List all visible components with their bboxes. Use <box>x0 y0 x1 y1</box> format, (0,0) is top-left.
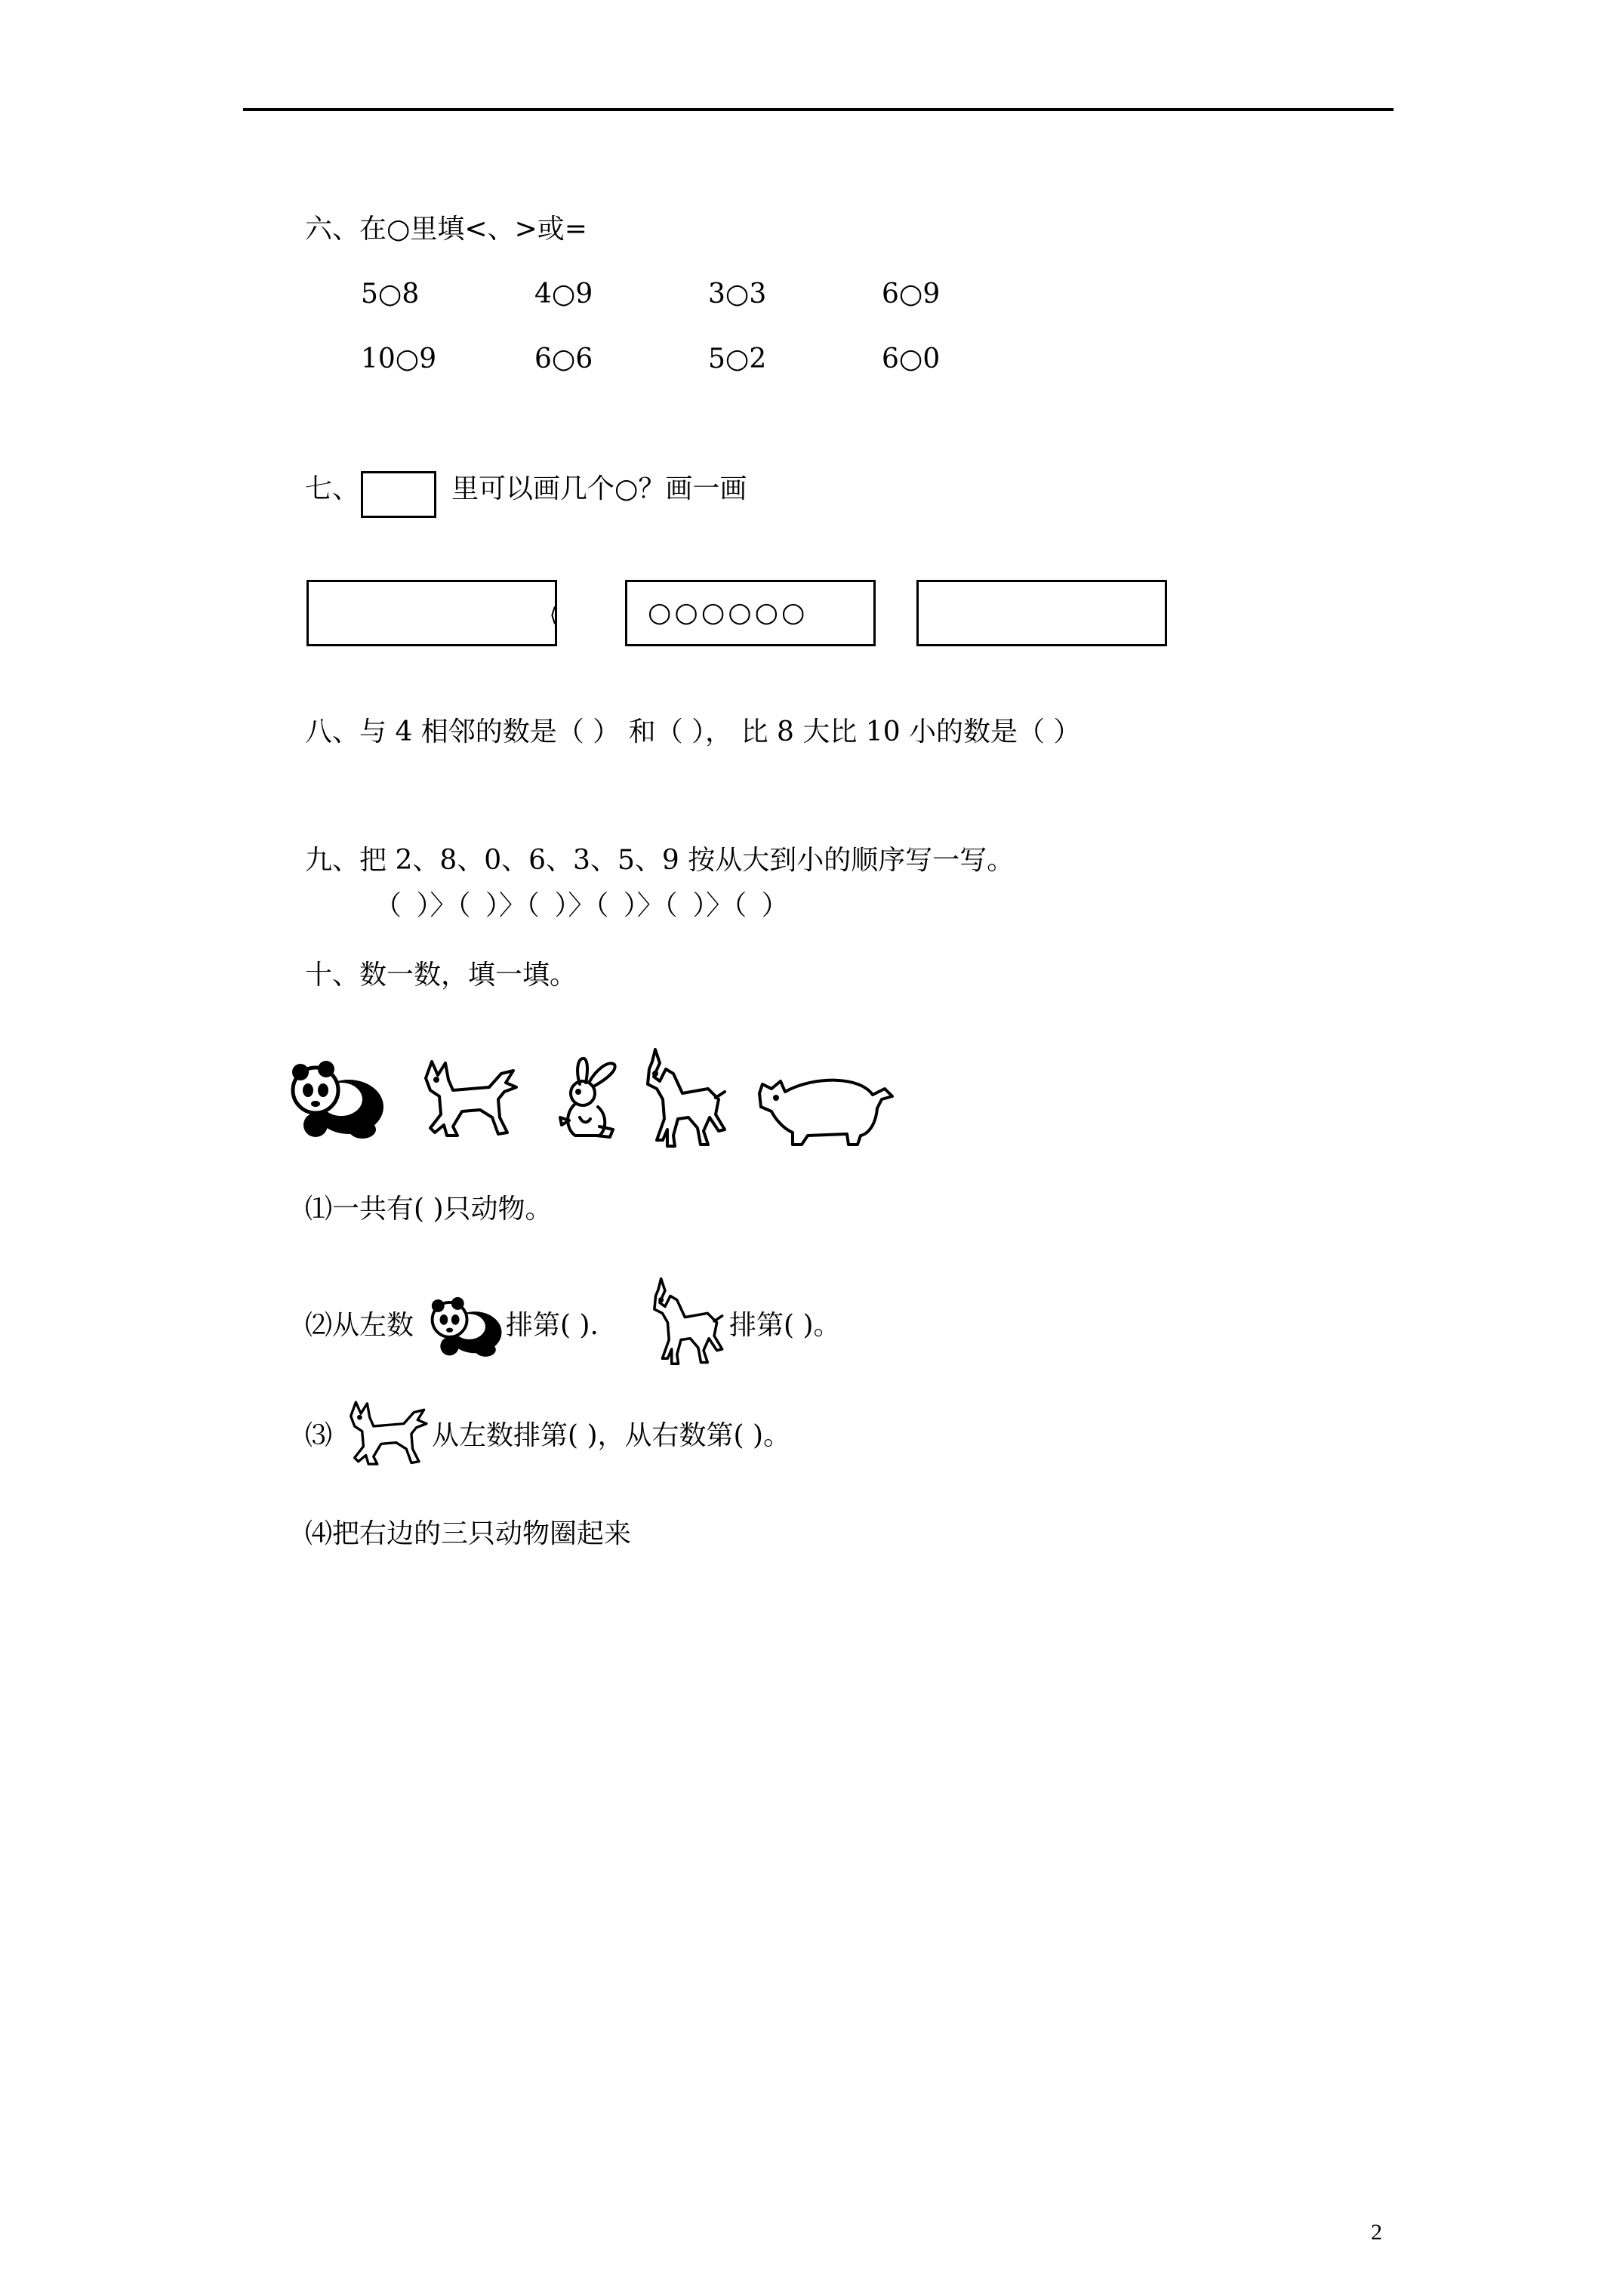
compare-item: 10○9 <box>361 344 437 374</box>
section9-answer-line: （ ）〉（ ）〉（ ）〉（ ）〉（ ）〉（ ） <box>374 890 789 921</box>
header-rule <box>243 108 1394 111</box>
deer-icon <box>648 1276 726 1365</box>
panda-icon <box>429 1290 503 1359</box>
tick-mark: ⟨ <box>550 604 558 627</box>
page-number: 2 <box>1371 2220 1382 2245</box>
question-4: ⑷把右边的三只动物圈起来 <box>305 1518 632 1549</box>
compare-item: 6○6 <box>534 344 593 374</box>
question-3-part1: ⑶ <box>305 1420 333 1451</box>
compare-item: 4○9 <box>534 279 593 310</box>
question-2-part2: 排第( ). <box>506 1310 599 1341</box>
question-2-part3: 排第( )。 <box>729 1310 841 1341</box>
inline-answer-box[interactable] <box>361 471 436 518</box>
question-3-part2: 从左数排第( )，从右数第( )。 <box>432 1420 791 1451</box>
fox-icon <box>346 1398 430 1469</box>
section8-question: 八、与 4 相邻的数是（ ） 和（ ）， 比 8 大比 10 小的数是（ ） <box>305 717 1081 747</box>
question-2-part1: ⑵从左数 <box>305 1310 414 1341</box>
compare-item: 6○9 <box>882 279 941 310</box>
question-1: ⑴一共有( )只动物。 <box>305 1194 553 1225</box>
panda-icon <box>288 1051 385 1142</box>
fox-icon <box>420 1057 521 1142</box>
compare-item: 6○0 <box>882 344 941 374</box>
answer-box-right[interactable] <box>916 580 1167 646</box>
section10-title: 十、数一数，填一填。 <box>305 960 577 991</box>
section7-text: 里可以画几个○？画一画 <box>451 473 747 504</box>
compare-item: 5○2 <box>708 344 767 374</box>
answer-box-left[interactable] <box>306 580 557 646</box>
circles-row: ○○○○○○ <box>648 597 808 628</box>
pig-icon <box>755 1068 894 1146</box>
deer-icon <box>640 1046 729 1148</box>
section6-title: 六、在○里填<、>或= <box>305 214 587 245</box>
rabbit-icon <box>553 1054 624 1143</box>
section7-label: 七、 <box>305 473 360 504</box>
section9-title: 九、把 2、8、0、6、3、5、9 按从大到小的顺序写一写。 <box>305 845 1015 876</box>
compare-item: 5○8 <box>361 279 420 310</box>
compare-item: 3○3 <box>708 279 767 310</box>
